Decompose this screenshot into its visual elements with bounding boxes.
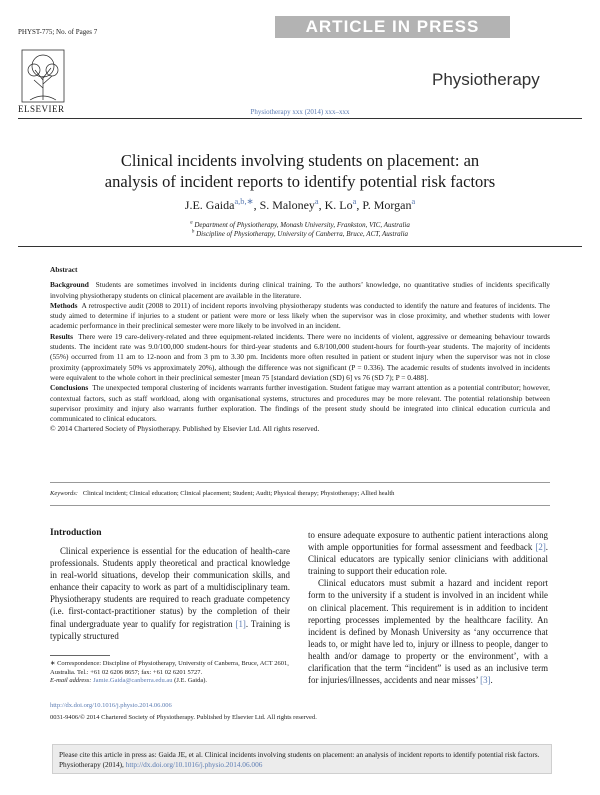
header-divider xyxy=(18,118,582,119)
abstract-conclusions: Conclusions The unexpected temporal clustering of incidents warrants further investigation. Student fatigue may warrant attention as a potential contributor; however, contextual factors, such as staff workload, along with organisational systems, structures and procedures may be more relevant. The potential relationship between supervisor proximity and injury also warrants further exploration. The findings of the present study should be integrated into clinical education curricula and communicated to clinical educators. xyxy=(50,383,550,424)
title-divider xyxy=(18,246,582,247)
email-link[interactable]: Jamie.Gaida@canberra.edu.au xyxy=(93,677,173,685)
title-line-2: analysis of incident reports to identify potential risk factors xyxy=(104,172,496,191)
elsevier-tree-logo xyxy=(20,48,66,108)
abstract-heading: Abstract xyxy=(50,265,78,274)
author: K. Lo xyxy=(324,198,353,212)
affiliation-b: $^b$ Discipline of Physiotherapy, University of Canberra, Bruce, ACT, Australia xyxy=(191,229,409,238)
body-column-left xyxy=(50,545,290,642)
abstract-results: Results There were 19 care-delivery-related and three equipment-related incidents. There were no incidents of violent, aggressive or demeaning behaviour towards students. The incident rate was 9.0/100,000 student-hours for third-year students and 6.8/100,000 student-hours for fourth-year students. The majority of incidents (55%) occurred from 11 am to 12-noon and from 3 pm to 3.30 pm. Incidents more often resulted in patient or student injury when the supervisor was not in close proximity (approximately 50% vs approximately 20%), although the difference was not significant (P = 0.336). The academic results of students involved in incidents were equivalent to the whole cohort in their preclinical semester [mean 75 [standard deviation (SD) 6] vs 76 (SD 7); P = 0.488]. xyxy=(50,331,550,382)
abstract-background: Background Students are sometimes involved in incidents during clinical training. To the authors’ knowledge, no quantitative studies of incidents specifically involving physiotherapy students on clinical placement are available in the literature. xyxy=(50,280,550,300)
abstract-section xyxy=(50,265,550,435)
reference-link[interactable]: [3] xyxy=(480,675,491,686)
footnote-divider xyxy=(50,655,110,656)
citation-doi-link[interactable]: http://dx.doi.org/10.1016/j.physio.2014.06.006 xyxy=(125,760,263,769)
issn-line: 0031-9406/© 2014 Chartered Society of Physiotherapy. Published by Elsevier Ltd. All rights reserved. xyxy=(50,714,317,721)
doi-link[interactable]: http://dx.doi.org/10.1016/j.physio.2014.06.006 xyxy=(50,702,172,709)
keywords-divider-bottom xyxy=(50,505,550,506)
section-heading-introduction: Introduction xyxy=(50,528,102,538)
journal-citation-line[interactable]: Physiotherapy xxx (2014) xxx–xxx xyxy=(250,108,350,116)
reference-link[interactable]: [2] xyxy=(535,542,546,553)
author: P. Morgan xyxy=(362,198,412,212)
author-affil-marker[interactable]: a xyxy=(314,197,319,206)
paragraph: Clinical educators must submit a hazard and incident report form to the university if a student is involved in an incident while on clinical placement. This requirement is in addition to incident reporting processes implemented by the healthcare facility. An incident is defined by Monash University as ‘any occurrence that leads to, or might have led to, injury or illness to people, danger to health and/or damage to property or the environment’, with a clarification that the term “incident” is used as an inclusive term for injuries/illnesses, accidents and near misses’ [3]. xyxy=(308,578,548,686)
paragraph: to ensure adequate exposure to authentic patient interactions along with ample opportunities for formal assessment and feedback [2]. Clinical educators are typically senior clinicians with additional training to support their education role. xyxy=(308,530,548,577)
author-affil-marker[interactable]: a xyxy=(411,197,416,206)
keywords-divider xyxy=(50,482,550,483)
citation-box: Please cite this article in press as: Gaida JE, et al. Clinical incidents involving students on placement: an analysis of incident reports to identify potential risk factors. Physiotherapy (2014), http://dx.doi.org/10.1016/j.physio.2014.06.006 xyxy=(52,744,552,774)
abstract-copyright: © 2014 Chartered Society of Physiotherapy. Published by Elsevier Ltd. All rights reserved. xyxy=(50,424,320,434)
title-line-1: Clinical incidents involving students on placement: an xyxy=(120,151,480,170)
author: J.E. Gaida xyxy=(184,198,235,212)
article-title xyxy=(60,150,540,192)
author-list: J.E. Gaida$^{a,b,∗}$, S. Maloney$^a$, K. Lo$^a$, P. Morgan$^a$ xyxy=(184,197,416,212)
abstract-methods: Methods A retrospective audit (2008 to 2011) of incident reports involving physiotherapy students was conducted to identify the nature and features of incidents. The study aimed to determine if injuries to a student or patient were more or less likely when the supervisor was in close proximity, and whether students with lower academic performance in their preclinical semester were more likely to be involved in an incident. xyxy=(50,300,550,331)
affiliation-a: $^a$ Department of Physiotherapy, Monash University, Frankston, VIC, Australia xyxy=(190,220,410,229)
paragraph: Clinical experience is essential for the education of health-care professionals. Students apply theoretical and practical knowledge in real-world situations, develop their communication skills, and enhance their capacity to work as part of a multidisciplinary team. Physiotherapy students are required to reach graduate competency (i.e. first-contact-practitioner status) by the completion of their final undergraduate year to qualify for registration [1]. Training is typically structured xyxy=(50,546,290,641)
journal-logo: Physiotherapy xyxy=(432,70,540,89)
reference-link[interactable]: [1] xyxy=(235,618,246,629)
publisher-name: ELSEVIER xyxy=(18,104,65,114)
author: S. Maloney xyxy=(259,198,315,212)
correspondence-footnote: ∗ Correspondence: Discipline of Physiotherapy, University of Canberra, Bruce, ACT 2601, Australia. Tel.: +61 02 6206 8657; fax: +61 02 6201 5727. E-mail address: Jamie.Gaida@canberra.edu.au (J.E. Gaida). xyxy=(50,660,289,685)
article-in-press-banner: ARTICLE IN PRESS xyxy=(275,16,510,38)
body-column-right xyxy=(308,529,548,686)
author-affil-marker[interactable]: a,b,∗ xyxy=(234,197,254,206)
doi-block xyxy=(50,700,317,724)
manuscript-meta: PHYST-775; No. of Pages 7 xyxy=(18,28,98,36)
author-affil-marker[interactable]: a xyxy=(352,197,357,206)
keywords: Keywords: Clinical incident; Clinical education; Clinical placement; Student; Audit; Physical therapy; Physiotherapy; Allied health xyxy=(50,490,395,497)
